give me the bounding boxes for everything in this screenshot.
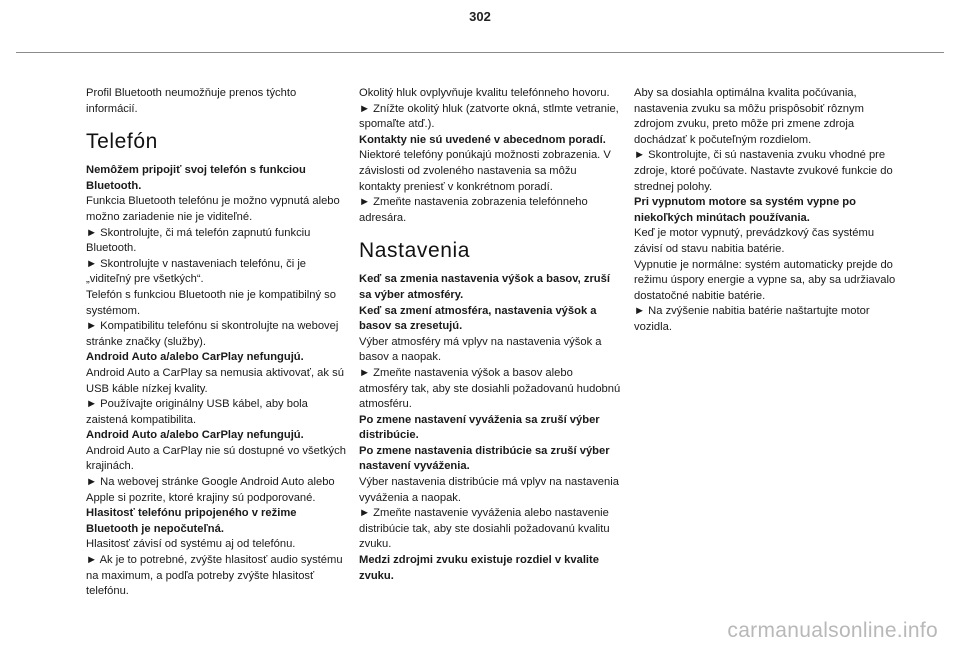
- problem-heading: Medzi zdrojmi zvuku existuje rozdiel v kvalite zvuku.: [359, 554, 599, 582]
- body-paragraph: Android Auto a CarPlay nie sú dostupné vo všetkých krajinách.: [86, 444, 346, 473]
- solution-step: ► Zmeňte nastavenia výšok a basov alebo atmosféry tak, aby ste dosiahli požadovanú hudobnú atmosféru.: [359, 366, 621, 411]
- solution-step: ► Na zvýšenie nabitia batérie naštartujte motor vozidla.: [634, 305, 870, 333]
- body-paragraph: Keď je motor vypnutý, prevádzkový čas systému závisí od stavu nabitia batérie.: [634, 227, 875, 255]
- problem-heading: Keď sa zmenia nastavenia výšok a basov, zruší sa výber atmosféry.: [359, 273, 610, 301]
- solution-step: ► Na webovej stránke Google Android Auto alebo Apple si pozrite, ktoré krajiny sú podporované.: [86, 476, 335, 504]
- problem-heading: Nemôžem pripojiť svoj telefón s funkciou Bluetooth.: [86, 164, 306, 192]
- section-heading: Telefón: [86, 130, 158, 154]
- solution-step: ► Zmeňte nastavenie vyváženia alebo nastavenie distribúcie tak, aby ste dosiahli požadovanú kvalitu zvuku.: [359, 507, 610, 551]
- body-paragraph: Hlasitosť závisí od systému aj od telefónu.: [86, 538, 296, 551]
- text-column-1: [86, 86, 348, 600]
- problem-heading: Keď sa zmení atmosféra, nastavenia výšok a basov sa zresetujú.: [359, 304, 597, 333]
- solution-step: ► Kompatibilitu telefónu si skontrolujte na webovej stránke značky (služby).: [86, 320, 339, 348]
- solution-step: ► Ak je to potrebné, zvýšte hlasitosť audio systému na maximum, a podľa potreby zvýšte hlasitosť telefónu.: [86, 554, 343, 598]
- problem-heading: Android Auto a/alebo CarPlay nefungujú.: [86, 351, 304, 364]
- body-paragraph: Android Auto a CarPlay sa nemusia aktivovať, ak sú USB káble nízkej kvality.: [86, 366, 344, 395]
- problem-heading: Kontakty nie sú uvedené v abecednom poradí.: [359, 133, 606, 146]
- problem-heading: Android Auto a/alebo CarPlay nefungujú.: [86, 429, 304, 442]
- page-number: 302: [469, 9, 491, 24]
- problem-heading: Po zmene nastavenia distribúcie sa zruší výber nastavení vyváženia.: [359, 444, 610, 473]
- body-paragraph: Profil Bluetooth neumožňuje prenos týchto informácií.: [86, 87, 297, 115]
- text-column-3: [634, 86, 896, 336]
- text-column-2: [359, 86, 621, 584]
- solution-step: ► Používajte originálny USB kábel, aby bola zaistená kompatibilita.: [86, 398, 308, 426]
- solution-step: ► Skontrolujte, či sú nastavenia zvuku vhodné pre zdroje, ktoré počúvate. Nastavte zvukové funkcie do strednej polohy.: [634, 149, 893, 193]
- body-paragraph: Výber nastavenia distribúcie má vplyv na nastavenia vyváženia a naopak.: [359, 476, 619, 504]
- section-heading: Nastavenia: [359, 239, 471, 263]
- problem-heading: Hlasitosť telefónu pripojeného v režime Bluetooth je nepočuteľná.: [86, 507, 297, 535]
- body-paragraph: Výber atmosféry má vplyv na nastavenia výšok a basov a naopak.: [359, 335, 602, 364]
- body-paragraph: Telefón s funkciou Bluetooth nie je kompatibilný so systémom.: [86, 288, 337, 317]
- solution-step: ► Zmeňte nastavenia zobrazenia telefónneho adresára.: [359, 196, 588, 224]
- solution-step: ► Skontrolujte v nastaveniach telefónu, či je „viditeľný pre všetkých“.: [86, 257, 307, 286]
- header-divider: [16, 52, 944, 53]
- body-paragraph: Aby sa dosiahla optimálna kvalita počúvania, nastavenia zvuku sa môžu prispôsobiť rôznym zdrojom zvuku, preto môže pri zmene zdroja dochádzať k počuteľným rozdielom.: [634, 87, 864, 146]
- body-paragraph: Funkcia Bluetooth telefónu je možno vypnutá alebo možno zariadenie nie je viditeľné.: [86, 195, 340, 223]
- body-paragraph: Niektoré telefóny ponúkajú možnosti zobrazenia. V závislosti od zvoleného nastavenia sa môžu kontakty preniesť v konkrétnom poradí.: [359, 149, 611, 193]
- solution-step: ► Skontrolujte, či má telefón zapnutú funkciu Bluetooth.: [86, 226, 311, 255]
- problem-heading: Pri vypnutom motore sa systém vypne po niekoľkých minútach používania.: [634, 196, 856, 224]
- watermark-text: carmanualsonline.info: [727, 619, 938, 642]
- problem-heading: Po zmene nastavení vyváženia sa zruší výber distribúcie.: [359, 413, 600, 442]
- solution-step: ► Znížte okolitý hluk (zatvorte okná, stlmte vetranie, spomaľte atď.).: [359, 102, 619, 131]
- body-paragraph: Vypnutie je normálne: systém automaticky prejde do režimu úspory energie a vypne sa, aby sa udržiavalo dostatočné nabitie batérie.: [634, 258, 896, 302]
- body-paragraph: Okolitý hluk ovplyvňuje kvalitu telefónneho hovoru.: [359, 87, 610, 99]
